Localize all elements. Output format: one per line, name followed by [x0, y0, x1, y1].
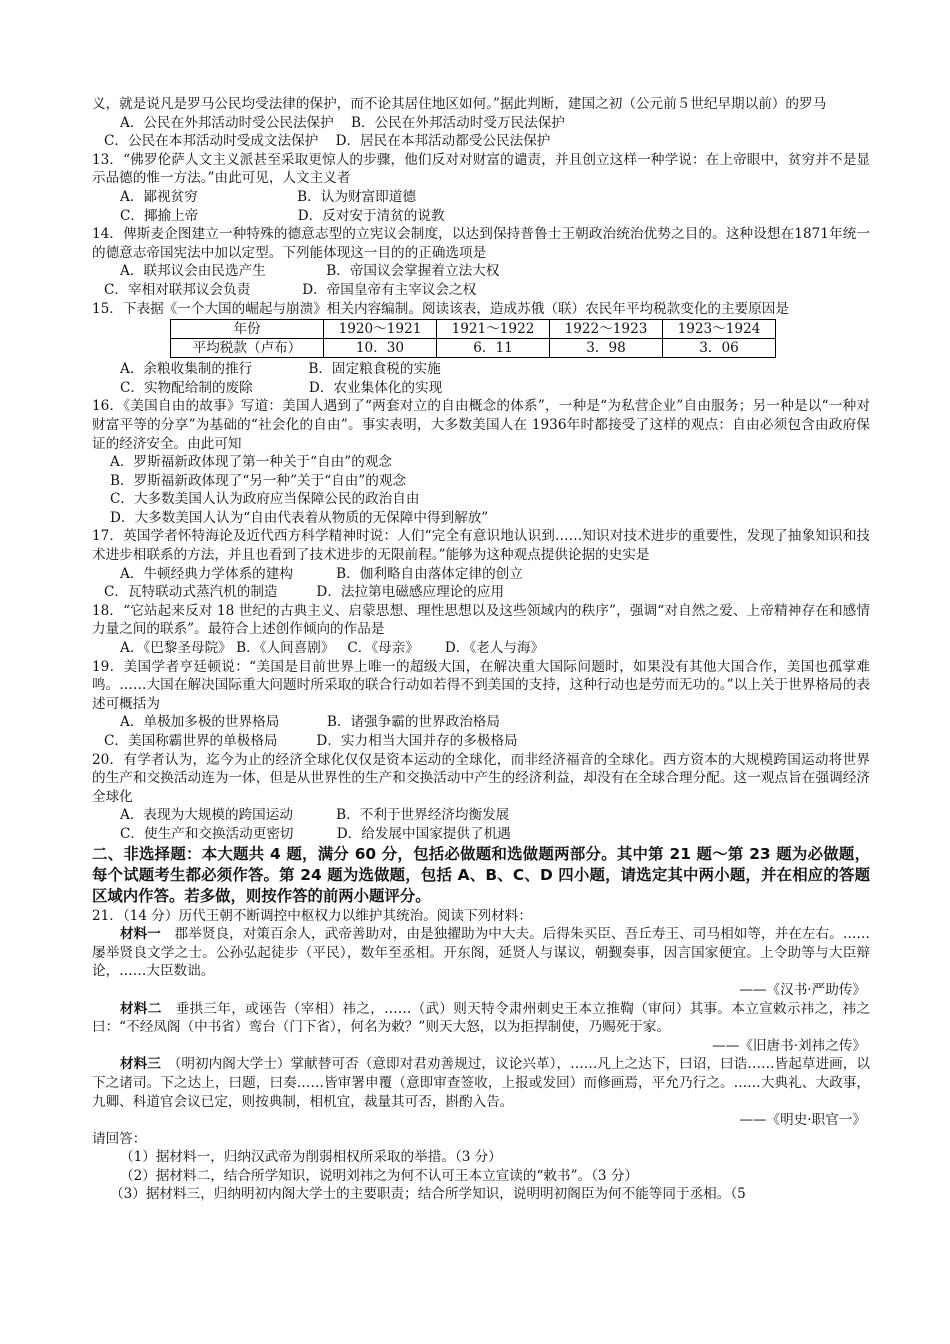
table-cell-tax: 3．06 [663, 339, 776, 358]
q17-options-ab: A．牛顿经典力学体系的建构 B．伽利略自由落体定律的创立 [120, 565, 523, 582]
q21-sub2: （2）据材料二，结合所学知识，说明刘祎之为何不认可王本立宣读的“敕书”。（3 分） [120, 1167, 639, 1184]
q15-stem: 15．下表据《一个大国的崛起与崩溃》相关内容编制。阅读该表，造成苏俄（联）农民年平均税款变化的主要原因是 [92, 300, 789, 317]
section2-heading: 二、非选择题：本大题共 4 题，满分 60 分，包括必做题和选做题两部分。其中第 21 题～第 23 题为必做题，每个试题考生都必须作答。第 24 题为选做题，包括 A、B、C、D 四小题，请选定其中两小题，并在相应的答题区域内作答。若多做，则按作答的前两小题评分。 [92, 844, 870, 905]
q20-options-cd: C．使生产和交换活动更密切 D．给发展中国家提供了机遇 [120, 825, 511, 842]
q20-options-ab: A．表现为大规模的跨国运动 B．不利于世界经济均衡发展 [120, 807, 510, 824]
q17-options-cd: C．瓦特联动式蒸汽机的制造 D．法拉第电磁感应理论的应用 [104, 584, 505, 601]
q13-stem: 13．“佛罗伦萨人文主义派甚至采取更惊人的步骤，他们反对对财富的谴责，并且创立这样一种学说：在上帝眼中，贫穷并不是显示品德的惟一方法。”由此可见，人文主义者 [92, 151, 870, 187]
q12-stem: 义，就是说凡是罗马公民均受法律的保护，而不论其居住地区如何。”据此判断，建国之初（公元前５世纪早期以前）的罗马 [92, 96, 827, 112]
material-1 [92, 925, 870, 981]
q21-sub1: （1）据材料一，归纳汉武帝为削弱相权所采取的举措。（3 分） [120, 1149, 502, 1166]
q14-options-cd: C．宰相对联邦议会负责 D．帝国皇帝有主宰议会之权 [104, 281, 477, 298]
q21-stem: 21．（14 分）历代王朝不断调控中枢权力以维护其统治。阅读下列材料： [92, 907, 532, 924]
q16-option-c: C．大多数美国人认为政府应当保障公民的政治自由 [110, 491, 420, 508]
material-3 [92, 1055, 870, 1111]
table-cell-tax: 10．30 [324, 339, 437, 358]
q16-option-b: B．罗斯福新政体现了“另一种”关于“自由”的观念 [110, 472, 407, 489]
q12-options-ab: A．公民在外邦活动时受公民法保护 B．公民在外邦活动时受万民法保护 [120, 114, 565, 131]
table-cell-year: 1922～1923 [550, 320, 663, 339]
q19-stem: 19．美国学者亨廷顿说：“美国是目前世界上唯一的超级大国，在解决重大国际问题时，如果没有其他大国合作，美国也孤掌难鸣。……大国在解决国际重大问题时所采取的联合行动如若得不到美国的支持，这种行动也是劳而无功的。”以上关于世界格局的表述可概括为 [92, 658, 870, 712]
q13-options-ab: A．鄙视贫穷 B．认为财富即道德 [120, 188, 416, 205]
material-1-label: 材料一 [120, 926, 161, 943]
q16-stem: 16．《美国自由的故事》写道：美国人遇到了“两套对立的自由概念的体系”，一种是“为私营企业”自由服务；另一种是以“一种对财富平等的分享”为基础的“社会化的自由”。事实表明，大多数美国人在 1936年时都接受了这样的观点：自由必须包含由政府保证的经济安全。由此可知 [92, 398, 870, 452]
table-row-header-tax: 平均税款（卢布） [171, 339, 324, 358]
q20-stem: 20．有学者认为，迄今为止的经济全球化仅仅是资本运动的全球化，而非经济福音的全球化。西方资本的大规模跨国运动将世界的生产和交换活动连为一体，但是从世界性的生产和交换活动中产生的经济利益，却没有在全球合理分配。这一观点旨在强调经济全球化 [92, 751, 870, 805]
material-2-source: ——《旧唐书·刘祎之传》 [712, 1037, 866, 1054]
q19-options-cd: C．美国称霸世界的单极格局 D．实力相当大国并存的多极格局 [104, 733, 518, 749]
q18-stem: 18．“它站起来反对 18 世纪的古典主义、启蒙思想、理性思想以及这些领域内的秩序”，强调“对自然之爱、上帝精神存在和感情力量之间的联系”。最符合上述创作倾向的作品是 [92, 602, 870, 638]
table-cell-year: 1923～1924 [663, 320, 776, 339]
q13-options-cd: C．揶揄上帝 D．反对安于清贫的说教 [120, 207, 445, 224]
material-3-text: （明初内阁大学士）掌献替可否（意即对君劝善规过，议论兴革），……凡上之达下，曰诏，曰诰……皆起草进画，以下之诸司。下之达上，曰题，曰奏……皆审署申覆（意即审查签收，上报或发回）而修画焉，平允乃行之。……大典礼、大政事，九卿、科道官会议已定，则按典制，相机宜，裁量其可否，斟酌入告。 [92, 1056, 870, 1110]
q21-ask: 请回答： [92, 1130, 147, 1147]
tax-table [170, 319, 776, 358]
material-1-text: 郡举贤良，对策百余人，武帝善助对，由是独擢助为中大夫。后得朱买臣、吾丘寿王、司马相如等，并在左右。……屡举贤良文学之士。公孙弘起徒步（平民），数年至丞相。开东阁，延贤人与谋议，朝觐奏事，因言国家便宜。上令助等与大臣辩论，……大臣数诎。 [92, 926, 871, 980]
q12-options-cd: C．公民在本邦活动时受成文法保护 D．居民在本邦活动都受公民法保护 [104, 133, 551, 150]
q15-options-cd: C．实物配给制的废除 D．农业集体化的实现 [120, 379, 443, 396]
q15-options-ab: A．余粮收集制的推行 B．固定粮食税的实施 [120, 361, 441, 378]
q14-stem: 14．俾斯麦企图建立一种特殊的德意志型的立宪议会制度，以达到保持普鲁士王朝政治统治优势之目的。这种设想在1871年统一的德意志帝国宪法中加以定型。下列能体现这一目的的正确选项是 [92, 226, 870, 261]
q14-options-ab: A．联邦议会由民选产生 B．帝国议会掌握着立法大权 [120, 263, 500, 280]
material-1-source: ——《汉书·严助传》 [739, 981, 866, 998]
q21-sub3: （3）据材料三，归纳明初内阁大学士的主要职责；结合所学知识，说明明初阁臣为何不能等同于丞相。（5 [110, 1186, 746, 1203]
q17-stem: 17．英国学者怀特海论及近代西方科学精神时说：人们“完全有意识地认识到……知识对技术进步的重要性，发现了抽象知识和技术进步相联系的方法，并且也看到了技术进步的无限前程。”能够为这种观点提供论据的史实是 [92, 528, 870, 564]
table-row-header-year: 年份 [171, 320, 324, 339]
q16-option-a: A．罗斯福新政体现了第一种关于“自由”的观念 [110, 454, 392, 471]
material-2 [92, 1000, 870, 1037]
q16-option-d: D．大多数美国人认为“自由代表着从物质的无保障中得到解放” [110, 509, 489, 526]
q18-options: A．《巴黎圣母院》 B．《人间喜剧》 C．《母亲》 D．《老人与海》 [120, 640, 545, 657]
material-3-source: ——《明史·职官一》 [739, 1112, 866, 1129]
table-row [171, 339, 776, 358]
material-2-label: 材料二 [120, 1000, 162, 1017]
table-row [171, 320, 776, 339]
q19-options-ab: A．单极加多极的世界格局 B．诸强争霸的世界政治格局 [120, 714, 500, 731]
table-cell-year: 1920～1921 [324, 320, 437, 339]
table-cell-tax: 6．11 [437, 339, 550, 358]
table-cell-year: 1921～1922 [437, 320, 550, 339]
table-cell-tax: 3．98 [550, 339, 663, 358]
material-2-text: 垂拱三年，或诬告（宰相）祎之，……（武）则天特令肃州刺史王本立推鞫（审问）其事。本立宣敕示祎之，祎之曰：“不经凤阁（中书省）鸾台（门下省），何名为敕？”则天大怒，以为拒捍制使，乃赐死于家。 [92, 1000, 870, 1036]
material-3-label: 材料三 [120, 1056, 161, 1073]
